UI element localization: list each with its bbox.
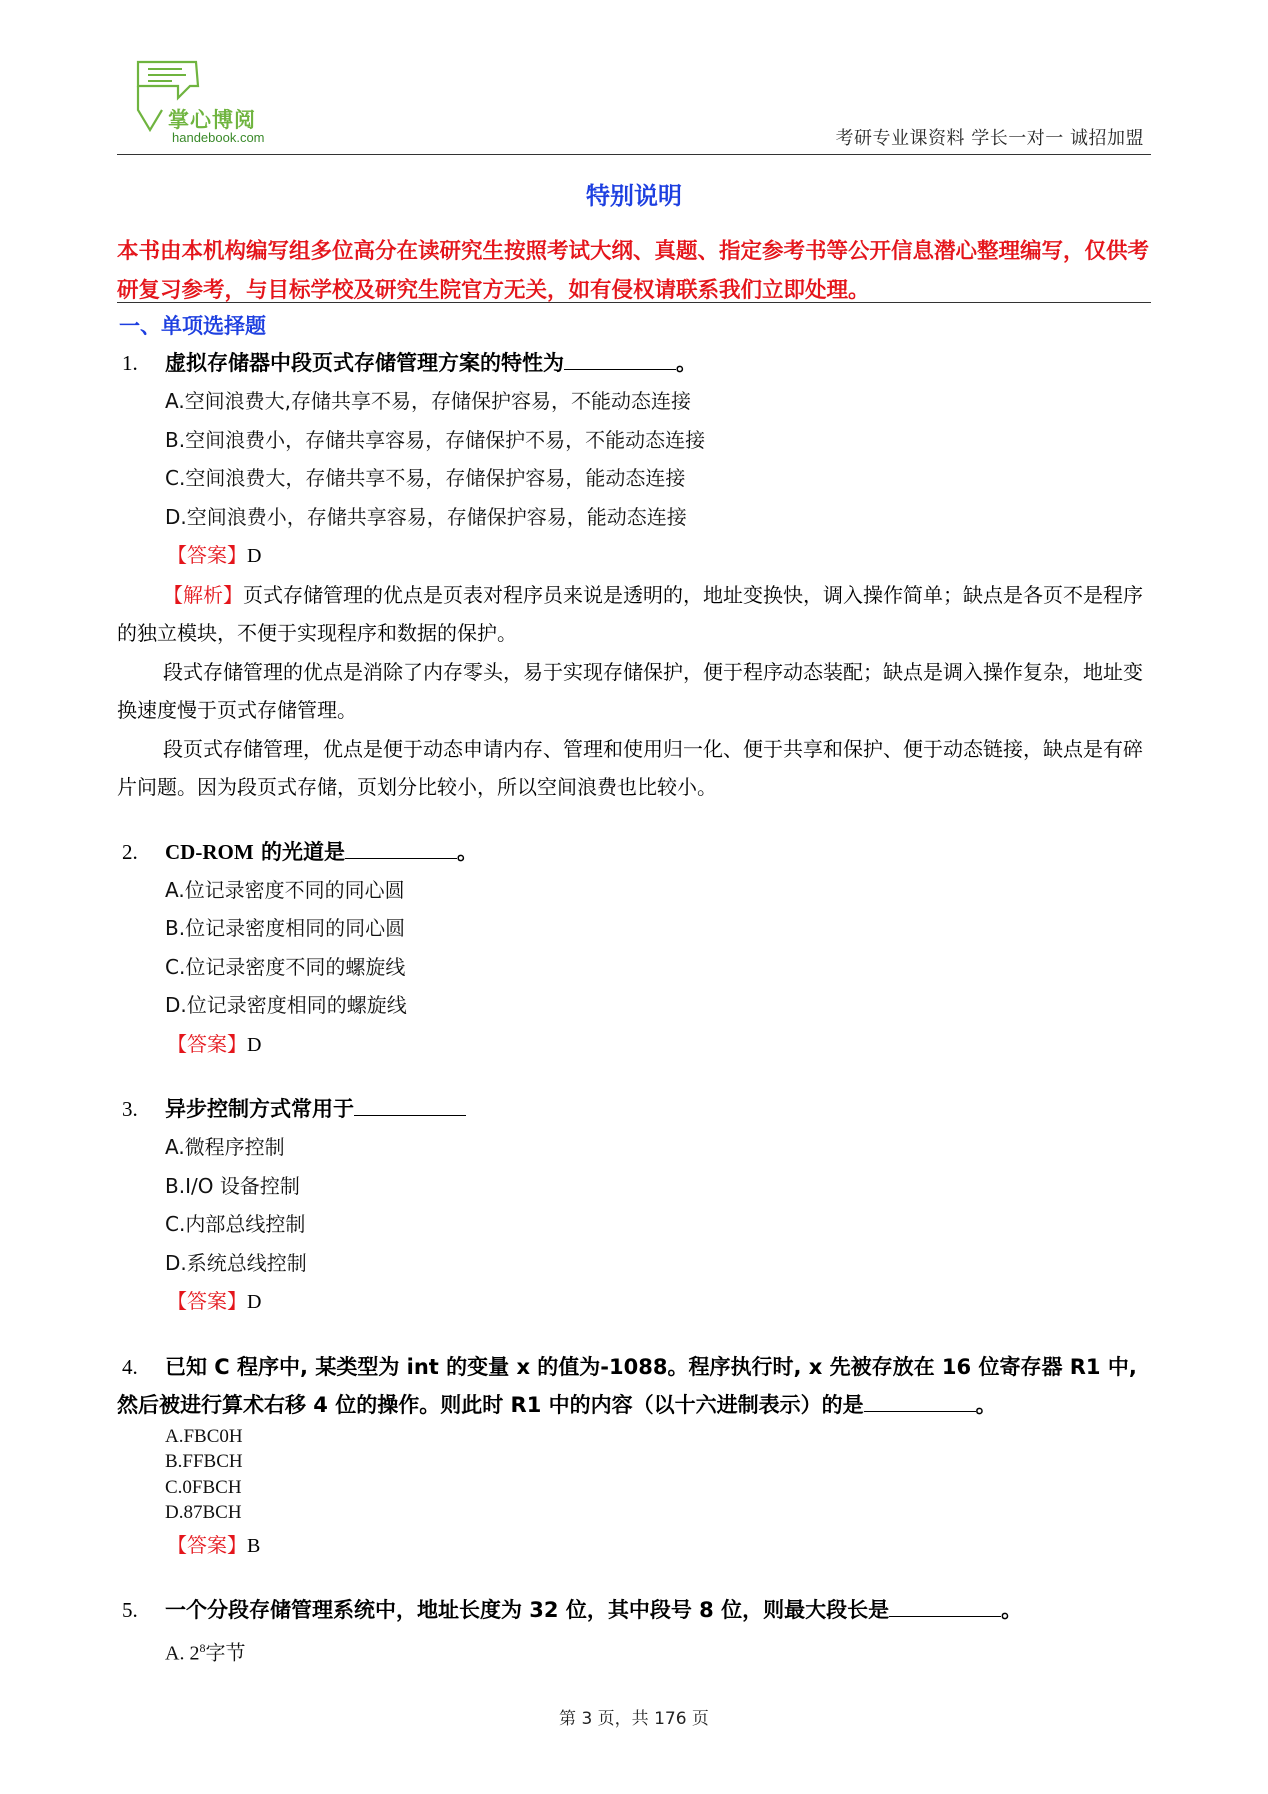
option-b: B.空间浪费小，存储共享容易，存储保护不易，不能动态连接 — [165, 427, 706, 452]
option-a: A.微程序控制 — [165, 1135, 285, 1159]
question-number: 2. — [122, 839, 138, 864]
option-d: D.位记录密度相同的螺旋线 — [165, 993, 407, 1017]
answer-value: D — [247, 545, 262, 567]
answer-tag: 【答案】 — [167, 1532, 247, 1557]
question-2: 2. CD-ROM 的光道是 。 — [117, 833, 1151, 871]
analysis-paragraph: 段页式存储管理，优点是便于动态申请内存、管理和使用归一化、便于共享和保护、便于动态链接，缺点是有碎片问题。因为段页式存储，页划分比较小，所以空间浪费也比较小。 — [117, 736, 1143, 799]
answer-tag: 【答案】 — [167, 1289, 247, 1313]
answer-blank — [864, 1391, 976, 1412]
question-text: 一个分段存储管理系统中，地址长度为 32 位，其中段号 8 位，则最大段长是 — [165, 1598, 890, 1622]
question-3 — [117, 1090, 1151, 1128]
option-a: A.空间浪费大,存储共享不易，存储保护容易，不能动态连接 — [165, 389, 692, 413]
answer-tag: 【答案】 — [167, 543, 247, 567]
option-b: B.FFBCH — [165, 1451, 243, 1472]
answer-value: D — [247, 1291, 262, 1313]
question-number: 4. — [122, 1354, 138, 1379]
answer-blank — [354, 1095, 466, 1116]
analysis-tag: 【解析】 — [163, 582, 243, 607]
page-footer: 第 3 页，共 176 页 — [559, 1709, 709, 1729]
header-slogan: 考研专业课资料 学长一对一 诚招加盟 — [835, 128, 1144, 149]
option-c: C.空间浪费大，存储共享不易，存储保护容易，能动态连接 — [165, 466, 686, 490]
answer-line — [117, 1025, 1151, 1065]
answer-value: B — [247, 1534, 261, 1557]
question-text: 虚拟存储器中段页式存储管理方案的特性为 — [165, 351, 564, 375]
answer-value: D — [247, 1033, 262, 1056]
answer-line — [117, 536, 1151, 576]
question-1: 1. 虚拟存储器中段页式存储管理方案的特性为 。 — [117, 344, 1151, 382]
option-b: B.位记录密度相同的同心圆 — [165, 916, 406, 940]
answer-blank — [889, 1596, 1001, 1617]
question-5: 5. 一个分段存储管理系统中，地址长度为 32 位，其中段号 8 位，则最大段长是 。 — [117, 1591, 1151, 1629]
option-c: C.位记录密度不同的螺旋线 — [165, 954, 406, 979]
logo-url: handebook.com — [172, 130, 265, 145]
option-a: A.FBC0H — [165, 1425, 243, 1447]
notice-text: 本书由本机构编写组多位高分在读研究生按照考试大纲、真题、指定参考书等公开信息潜心整理编写，仅供考研复习参考，与目标学校及研究生院官方无关，如有侵权请联系我们立即处理。 — [117, 239, 1150, 303]
option-b: B.I/O 设备控制 — [165, 1173, 300, 1198]
question-text-block: 已知 C 程序中, 某类型为 int 的变量 x 的值为-1088。程序执行时, x 先被存放在 16 位寄存器 R1 中, 然后被进行算术右移 4 位的操作。则此时 R1 中的内容（以十六进制表示）的是 。 — [117, 1354, 1137, 1417]
analysis-paragraph: 【解析】页式存储管理的优点是页表对程序员来说是透明的，地址变换快，调入操作简单；缺点是各页不是程序的独立模块，不便于实现程序和数据的保护。 — [117, 582, 1143, 645]
header-divider — [117, 154, 1151, 155]
question-text: 的光道是 — [253, 839, 345, 864]
option-c: C.内部总线控制 — [165, 1212, 306, 1236]
question-text: 已知 C 程序中, 某类型为 int 的变量 x 的值为-1088。程序执行时, x 先被存放在 16 位寄存器 R1 中, 然后被进行算术右移 4 位的操作。则此时 R1 中的内容（以十六进制表示）的是 — [117, 1354, 1137, 1417]
answer-line — [117, 1282, 1151, 1322]
answer-blank — [345, 838, 457, 859]
option-d: D.空间浪费小，存储共享容易，存储保护容易，能动态连接 — [165, 504, 687, 529]
analysis-paragraph: 段式存储管理的优点是消除了内存零头，易于实现存储保护，便于程序动态装配；缺点是调入操作复杂，地址变换速度慢于页式存储管理。 — [117, 659, 1143, 722]
option-c: C.0FBCH — [165, 1476, 242, 1498]
question-text: 异步控制方式常用于 — [165, 1097, 354, 1121]
option-d: D.系统总线控制 — [165, 1250, 307, 1275]
answer-blank — [564, 349, 676, 370]
question-number: 5. — [122, 1598, 138, 1622]
section-title: 一、单项选择题 — [119, 314, 266, 338]
page-title: 特别说明 — [586, 182, 682, 210]
answer-tag: 【答案】 — [167, 1031, 247, 1056]
question-list — [117, 344, 1151, 1673]
option-d: D.87BCH — [165, 1502, 242, 1523]
logo-name: 掌心博阅 — [168, 108, 256, 132]
option-a: A.位记录密度不同的同心圆 — [165, 877, 405, 902]
option-a: A. $2^8$字节 — [165, 1640, 246, 1665]
answer-line — [117, 1526, 1151, 1566]
question-number: 3. — [122, 1097, 138, 1121]
question-number: 1. — [122, 351, 138, 375]
section-divider — [117, 302, 1151, 303]
